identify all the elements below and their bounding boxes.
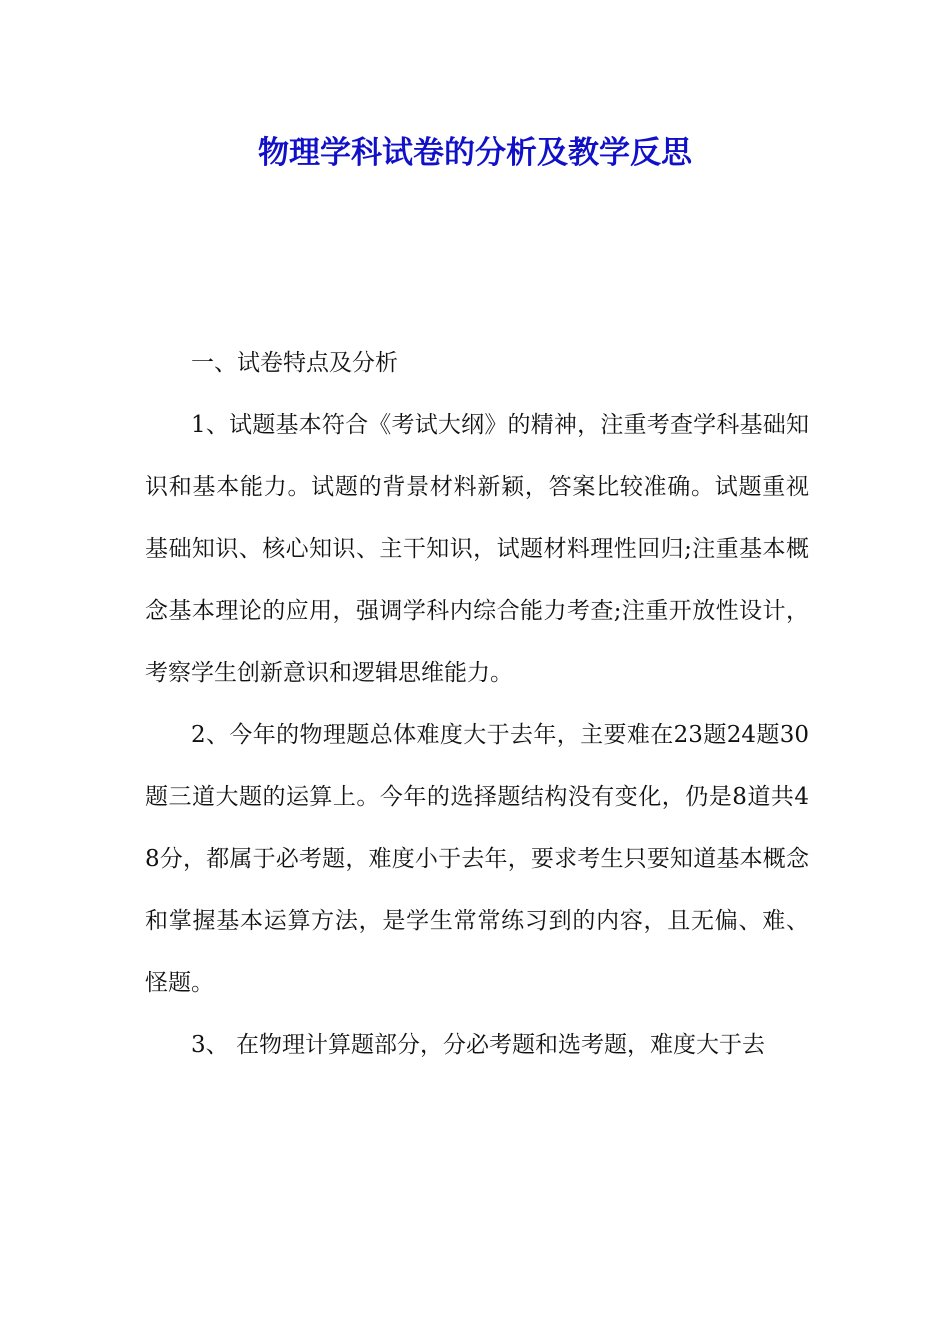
document-body xyxy=(145,332,809,1076)
document-title: 物理学科试卷的分析及教学反思 xyxy=(258,135,692,171)
paragraph-2: 2、今年的物理题总体难度大于去年，主要难在23题24题30题三道大题的运算上。今年的选择题结构没有变化，仍是8道共48分，都属于必考题，难度小于去年，要求考生只要知道基本概念和掌握基本运算方法，是学生常常练习到的内容，且无偏、难、怪题。 xyxy=(145,722,809,996)
paragraph-1: 1、试题基本符合《考试大纲》的精神，注重考查学科基础知识和基本能力。试题的背景材料新颖，答案比较准确。试题重视基础知识、核心知识、主干知识，试题材料理性回归;注重基本概念基本理论的应用，强调学科内综合能力考查;注重开放性设计，考察学生创新意识和逻辑思维能力。 xyxy=(145,412,809,686)
paragraph-3: 3、 在物理计算题部分，分必考题和选考题，难度大于去 xyxy=(191,1032,765,1058)
section-heading: 一、试卷特点及分析 xyxy=(191,350,398,376)
